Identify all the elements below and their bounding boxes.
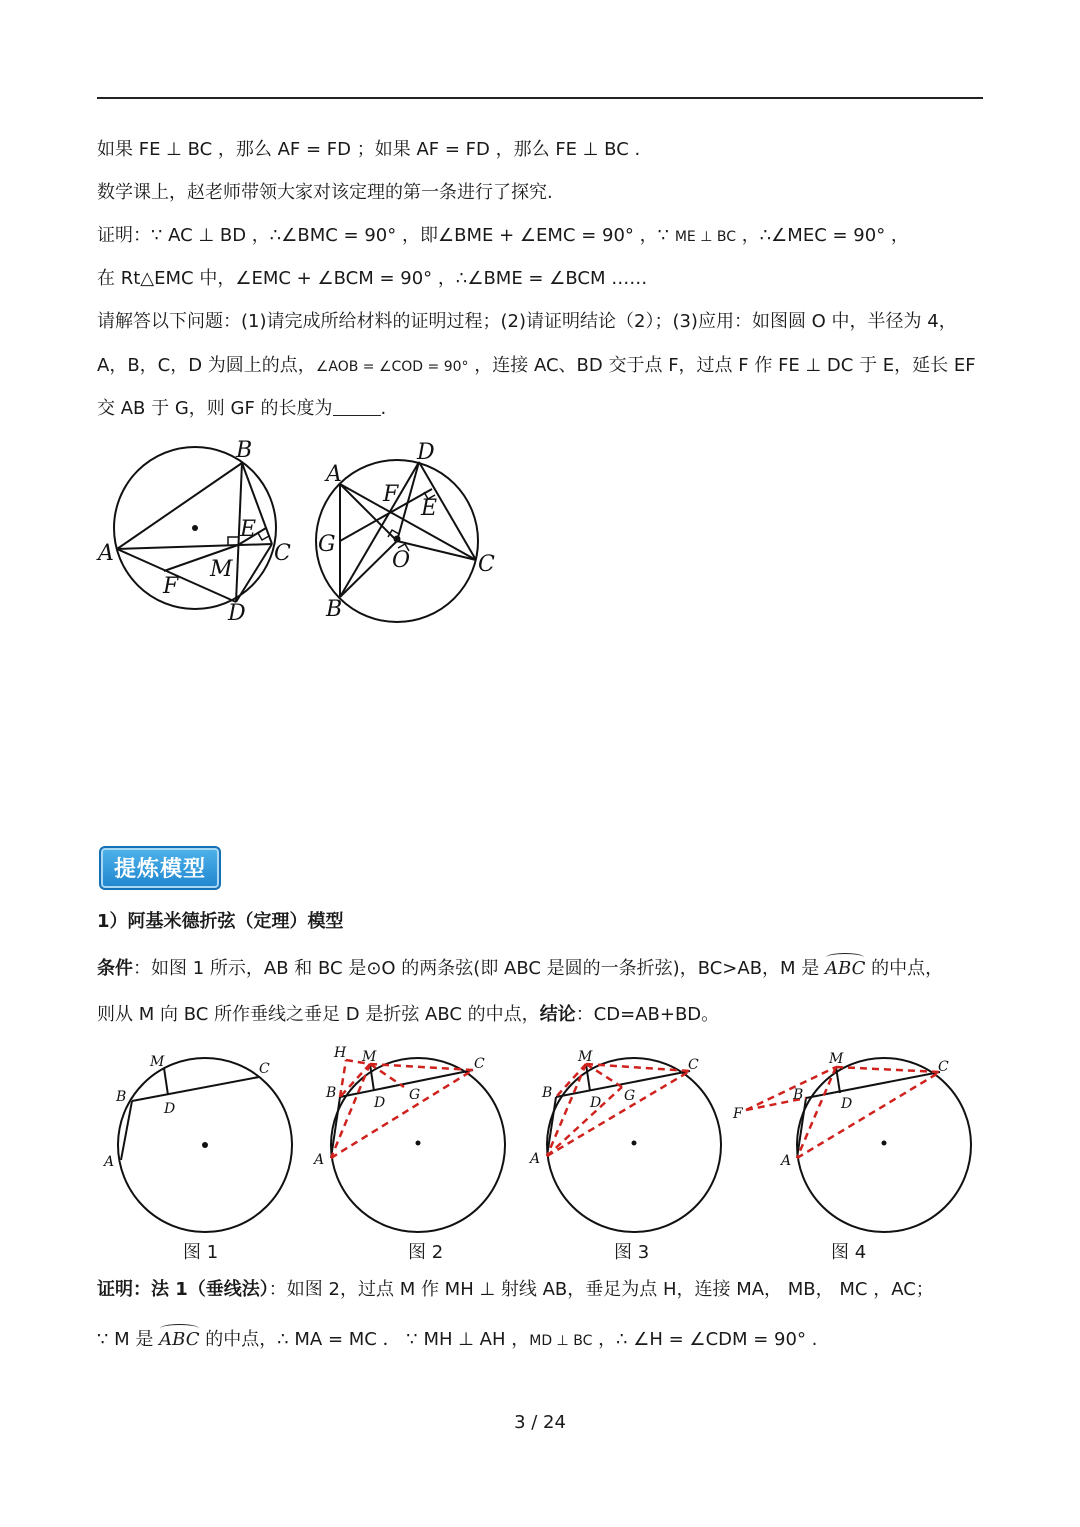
proof-line-2: ∵ M 是 ABC 的中点，∴ MA = MC ． ∵ MH ⊥ AH ，MD ⊥ BC ，∴ ∠H = ∠CDM = 90° . bbox=[97, 1329, 818, 1350]
fig-b-label-f: F bbox=[383, 482, 399, 507]
page-number: 3 / 24 bbox=[514, 1412, 566, 1433]
fig1-label-b: B bbox=[116, 1089, 127, 1105]
fig2-label-h: H bbox=[334, 1045, 347, 1061]
fig-b-label-b: B bbox=[326, 597, 343, 622]
fig4-label-c: C bbox=[938, 1059, 949, 1075]
fig-b-label-g: G bbox=[318, 532, 336, 557]
fig-b-label-d: D bbox=[417, 440, 435, 465]
caption-fig-4: 图 4 bbox=[831, 1242, 867, 1263]
fig4-label-b: B bbox=[793, 1087, 804, 1103]
fig-b-label-c: C bbox=[478, 552, 495, 577]
caption-fig-3: 图 3 bbox=[614, 1242, 650, 1263]
condition-line-2: 则从 M 向 BC 所作垂线之垂足 D 是折弦 ABC 的中点，结论：CD=AB+BD。 bbox=[97, 1004, 720, 1025]
fig1-label-a: A bbox=[104, 1154, 115, 1170]
fig1-label-c: C bbox=[259, 1061, 270, 1077]
condition-line-1: 条件：如图 1 所示，AB 和 BC 是⊙O 的两条弦(即 ABC 是圆的一条折弦)，BC>AB，M 是 ABC 的中点， bbox=[97, 958, 944, 979]
fig2-label-b: B bbox=[326, 1085, 337, 1101]
fig1-label-d: D bbox=[164, 1101, 176, 1117]
fig3-label-d: D bbox=[590, 1095, 602, 1111]
proof-line-1: 证明：法 1（垂线法）：如图 2，过点 M 作 MH ⊥ 射线 AB，垂足为点 H，连接 MA， MB， MC ，AC； bbox=[97, 1279, 934, 1300]
fig-a-label-m: M bbox=[210, 557, 233, 582]
fig-b-label-o: O bbox=[392, 548, 411, 573]
fig-b-label-e: E bbox=[421, 496, 438, 521]
fig2-label-m: M bbox=[362, 1049, 377, 1065]
intro-line-4: 在 Rt△EMC 中，∠EMC + ∠BCM = 90° ，∴∠BME = ∠BCM …… bbox=[97, 268, 648, 289]
fig2-label-c: C bbox=[474, 1056, 485, 1072]
fig2-label-a: A bbox=[314, 1152, 325, 1168]
figure-a bbox=[95, 440, 305, 625]
fig3-label-g: G bbox=[624, 1088, 636, 1104]
fig4-label-m: M bbox=[829, 1051, 844, 1067]
fig-a-label-b: B bbox=[236, 438, 253, 463]
intro-line-2: 数学课上，赵老师带领大家对该定理的第一条进行了探究. bbox=[97, 182, 553, 203]
fig4-label-f: F bbox=[733, 1106, 743, 1122]
fig-a-label-e: E bbox=[240, 517, 257, 542]
figure-b bbox=[310, 436, 505, 626]
caption-fig-2: 图 2 bbox=[408, 1242, 444, 1263]
figure-2 bbox=[315, 1040, 515, 1235]
fig3-label-m: M bbox=[578, 1049, 593, 1065]
fig-a-label-c: C bbox=[274, 541, 291, 566]
caption-fig-1: 图 1 bbox=[183, 1242, 219, 1263]
fig1-label-m: M bbox=[150, 1054, 165, 1070]
fig-a-label-d: D bbox=[228, 601, 246, 626]
fig3-label-a: A bbox=[530, 1151, 541, 1167]
section-badge: 提炼模型 bbox=[99, 846, 221, 890]
fig3-label-b: B bbox=[542, 1085, 553, 1101]
fig-a-label-a: A bbox=[98, 541, 114, 566]
intro-line-1: 如果 FE ⊥ BC ，那么 AF = FD ；如果 AF = FD ，那么 FE ⊥ BC . bbox=[97, 139, 641, 160]
header-rule bbox=[97, 97, 983, 99]
fig-a-label-f: F bbox=[163, 574, 179, 599]
fig4-label-a: A bbox=[781, 1153, 792, 1169]
arc-abc-2: ABC bbox=[159, 1329, 200, 1350]
figure-3 bbox=[530, 1045, 730, 1235]
intro-line-5: 请解答以下问题：(1)请完成所给材料的证明过程；(2)请证明结论（2）；(3)应用：如图圆 O 中，半径为 4， bbox=[97, 311, 957, 332]
figure-1 bbox=[100, 1050, 300, 1235]
intro-line-7: 交 AB 于 G，则 GF 的长度为 . bbox=[97, 398, 387, 419]
fig2-label-g: G bbox=[409, 1087, 421, 1103]
fig-b-label-a: A bbox=[326, 462, 342, 487]
intro-line-6: A，B，C，D 为圆上的点，∠AOB = ∠COD = 90° ，连接 AC、BD 交于点 F，过点 F 作 FE ⊥ DC 于 E，延长 EF bbox=[97, 355, 976, 376]
fig4-label-d: D bbox=[841, 1096, 853, 1112]
fig2-label-d: D bbox=[374, 1095, 386, 1111]
section-heading: 1）阿基米德折弦（定理）模型 bbox=[97, 911, 344, 932]
answer-blank bbox=[333, 399, 381, 416]
intro-line-3: 证明：∵ AC ⊥ BD ，∴∠BMC = 90° ，即∠BME + ∠EMC = 90° ，∵ ME ⊥ BC ，∴∠MEC = 90° ， bbox=[97, 225, 909, 246]
figure-4 bbox=[730, 1045, 980, 1235]
arc-abc: ABC bbox=[825, 958, 866, 979]
fig3-label-c: C bbox=[688, 1057, 699, 1073]
